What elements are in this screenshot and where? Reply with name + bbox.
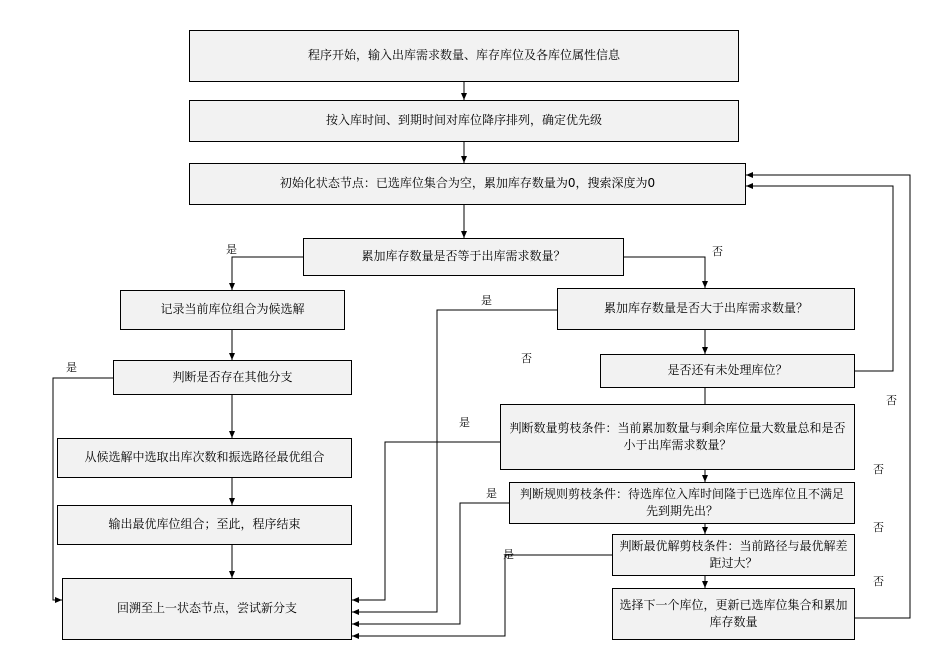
node-text: 初始化状态节点：已选库位集合为空，累加库存数量为0，搜索深度为0 — [279, 176, 656, 191]
node-text: 判断最优解剪枝条件：当前路径与最优解差距过大？ — [619, 538, 848, 570]
edge-label-no-unprocessed: 否 — [886, 394, 897, 407]
node-check-other-branch — [113, 360, 352, 395]
node-text: 回溯至上一状态节点，尝试新分支 — [116, 601, 297, 616]
node-check-greater-demand — [557, 288, 855, 330]
node-check-unprocessed-slot — [600, 354, 855, 388]
node-text: 累加库存数量是否等于出库需求数量？ — [361, 249, 566, 264]
edge-label-yes-equal: 是 — [226, 243, 237, 256]
node-text: 是否还有未处理库位？ — [667, 363, 788, 378]
node-sort-priority — [189, 100, 739, 142]
edge-label-yes-other-branch: 是 — [66, 361, 77, 374]
node-init-state — [189, 163, 746, 205]
edge-label-yes-greater: 是 — [481, 294, 492, 307]
node-text: 按入库时间、到期时间对库位降序排列，确定优先级 — [325, 113, 602, 128]
edge-label-yes-rule-prune: 是 — [503, 548, 514, 561]
node-text: 判断数量剪枝条件：当前累加数量与剩余库位量大数量总和是否小于出库需求数量？ — [509, 420, 846, 452]
edge-label-yes-unprocessed: 是 — [459, 416, 470, 429]
node-rule-prune — [509, 482, 855, 524]
edge-label-no-quantity-prune: 否 — [873, 463, 884, 476]
node-quantity-prune — [500, 404, 855, 470]
node-text: 判断是否存在其他分支 — [172, 369, 293, 384]
node-text: 累加库存数量是否大于出库需求数量？ — [603, 301, 808, 316]
edge-label-no-optimal-prune: 否 — [873, 575, 884, 588]
node-text: 记录当前库位组合为候选解 — [160, 302, 305, 317]
node-select-next-slot — [612, 588, 855, 640]
node-text: 从候选解中选取出库次数和振选路径最优组合 — [84, 450, 325, 465]
node-check-equal-demand — [303, 238, 624, 276]
node-select-best-combo — [57, 438, 352, 478]
edge-label-no-equal: 否 — [712, 245, 723, 258]
edge-label-yes-quantity-prune: 是 — [486, 487, 497, 500]
node-text: 判断规则剪枝条件：待选库位入库时间隆于已选库位且不满足先到期先出？ — [519, 486, 844, 518]
node-text: 选择下一个库位，更新已选库位集合和累加库存数量 — [619, 597, 848, 629]
node-start-input — [189, 30, 739, 82]
edge-label-no-rule-prune: 否 — [873, 521, 884, 534]
node-text: 输出最优库位组合；至此，程序结束 — [108, 517, 301, 532]
edge-label-no-greater: 否 — [521, 352, 532, 365]
node-backtrack — [62, 578, 352, 640]
node-optimal-prune — [612, 534, 855, 576]
node-record-candidate — [120, 290, 345, 330]
node-text: 程序开始，输入出库需求数量、库存库位及各库位属性信息 — [307, 48, 620, 63]
node-output-best-combo — [57, 505, 352, 545]
